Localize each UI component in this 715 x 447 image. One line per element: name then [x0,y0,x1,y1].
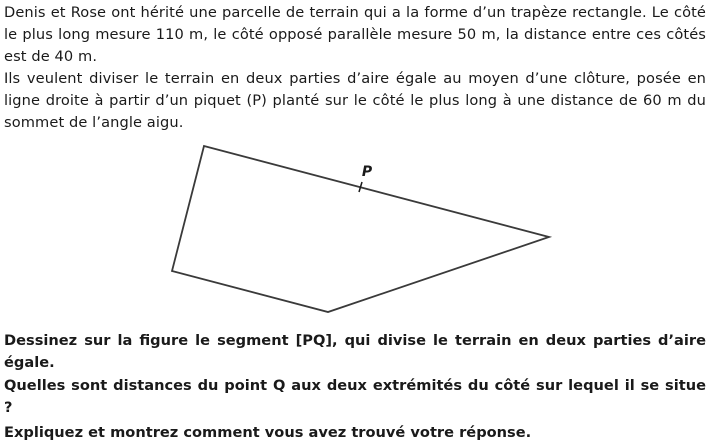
point-p-tick [359,182,362,192]
trapezoid-outline [172,146,549,312]
point-p-label: P [361,164,373,180]
problem-intro: Denis et Rose ont hérité une parcelle de terrain qui a la forme d’un trapèze rectangle. Le côté le plus long mesure 110 m, le côté opposé parallèle mesure 50 m, la distance entre ces côtés est de 40 m. [4,4,706,65]
question-3: Expliquez et montrez comment vous avez trouvé votre réponse. [4,424,532,441]
question-1: Dessinez sur la figure le segment [PQ], qui divise le terrain en deux parties d’aire égale. [4,332,706,371]
question-2: Quelles sont distances du point Q aux deux extrémités du côté sur lequel il se situe ? [4,377,706,416]
problem-task: Ils veulent diviser le terrain en deux parties d’aire égale au moyen d’une clôture, posée en ligne droite à partir d’un piquet (P) planté sur le côté le plus long à une distance de 60 m du sommet de l’angle aigu. [4,70,706,131]
